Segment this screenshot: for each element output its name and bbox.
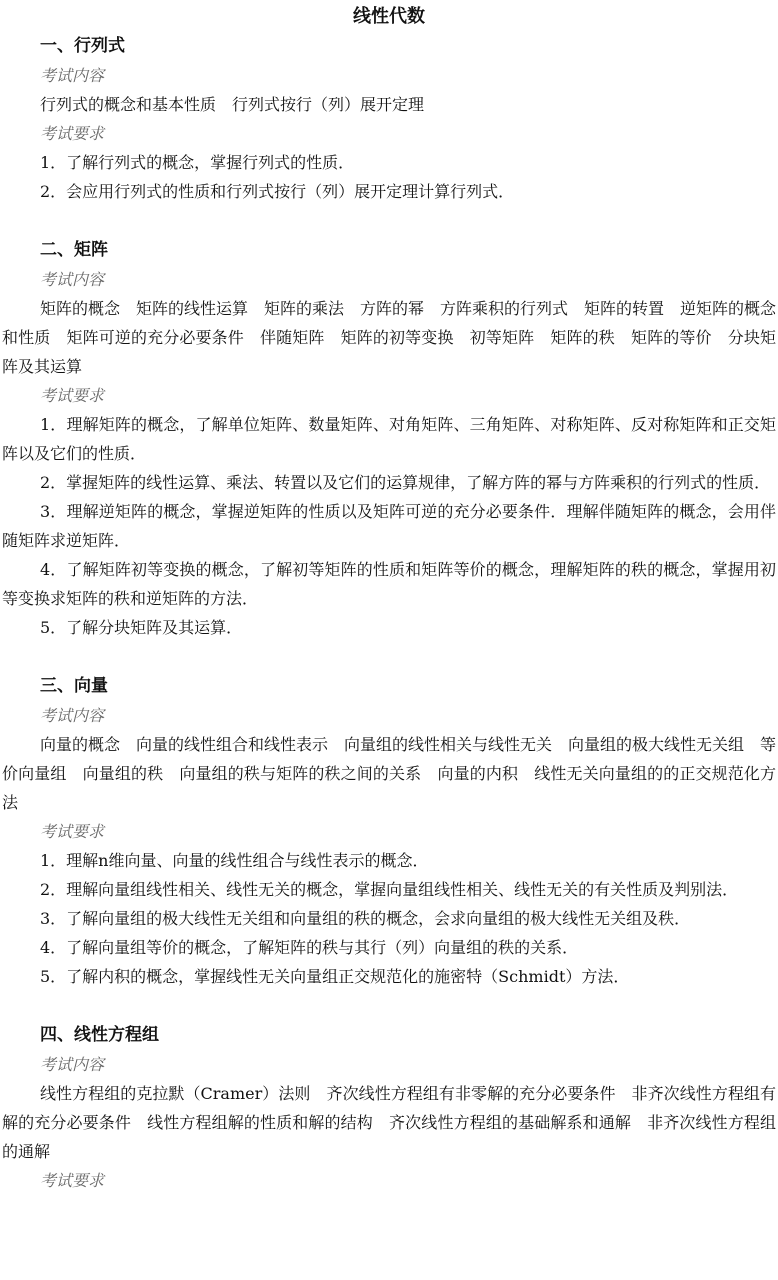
requirement-item: 5．了解分块矩阵及其运算． [40,618,243,637]
section-heading: 一、行列式 [40,36,125,56]
requirement-item: 2．理解向量组线性相关、线性无关的概念，掌握向量组线性相关、线性无关的有关性质及判别法． [40,880,739,899]
section-matrix [2,236,776,642]
content-label: 考试内容 [40,270,105,289]
content-text: 行列式的概念和基本性质 行列式按行（列）展开定理 [40,95,425,114]
requirement-item: 4．了解向量组等价的概念，了解矩阵的秩与其行（列）向量组的秩的关系． [40,938,579,957]
requirement-label: 考试要求 [40,822,105,841]
content-text: 线性方程组的克拉默（Cramer）法则 齐次线性方程组有非零解的充分必要条件 非齐次线性方程组有解的充分必要条件 线性方程组解的性质和解的结构 齐次线性方程组的基础解系和通解 非齐次线性方程组的通解 [2,1084,776,1161]
requirement-item: 2．会应用行列式的性质和行列式按行（列）展开定理计算行列式． [40,182,515,201]
content-label: 考试内容 [40,1055,105,1074]
requirement-label: 考试要求 [40,1171,105,1190]
requirement-item: 1．理解矩阵的概念，了解单位矩阵、数量矩阵、对角矩阵、三角矩阵、对称矩阵、反对称矩阵和正交矩阵以及它们的性质． [2,415,776,463]
document-title: 线性代数 [353,6,425,27]
requirement-item: 2．掌握矩阵的线性运算、乘法、转置以及它们的运算规律，了解方阵的幂与方阵乘积的行列式的性质． [40,473,771,492]
section-heading: 二、矩阵 [40,240,108,260]
section-determinant [2,32,776,206]
section-heading: 三、向量 [40,676,108,696]
requirement-label: 考试要求 [40,386,105,405]
content-label: 考试内容 [40,706,105,725]
requirement-item: 1．了解行列式的概念，掌握行列式的性质． [40,153,355,172]
section-heading: 四、线性方程组 [40,1025,159,1045]
requirement-item: 3．理解逆矩阵的概念，掌握逆矩阵的性质以及矩阵可逆的充分必要条件．理解伴随矩阵的概念，会用伴随矩阵求逆矩阵． [2,502,776,550]
content-text: 向量的概念 向量的线性组合和线性表示 向量组的线性相关与线性无关 向量组的极大线性无关组 等价向量组 向量组的秩 向量组的秩与矩阵的秩之间的关系 向量的内积 线性无关向量组的的正交规范化方法 [2,735,777,812]
content-text: 矩阵的概念 矩阵的线性运算 矩阵的乘法 方阵的幂 方阵乘积的行列式 矩阵的转置 逆矩阵的概念和性质 矩阵可逆的充分必要条件 伴随矩阵 矩阵的初等变换 初等矩阵 矩阵的秩 矩阵的等价 分块矩阵及其运算 [2,299,777,376]
requirement-item: 1．理解n维向量、向量的线性组合与线性表示的概念． [40,851,429,870]
requirement-item: 3．了解向量组的极大线性无关组和向量组的秩的概念，会求向量组的极大线性无关组及秩． [40,909,691,928]
section-vector [2,672,776,991]
requirement-label: 考试要求 [40,124,105,143]
content-label: 考试内容 [40,66,105,85]
requirement-item: 4．了解矩阵初等变换的概念，了解初等矩阵的性质和矩阵等价的概念，理解矩阵的秩的概念，掌握用初等变换求矩阵的秩和逆矩阵的方法． [2,560,776,608]
requirement-item: 5．了解内积的概念，掌握线性无关向量组正交规范化的施密特（Schmidt）方法． [40,967,630,986]
section-linear-equations [2,1021,776,1195]
